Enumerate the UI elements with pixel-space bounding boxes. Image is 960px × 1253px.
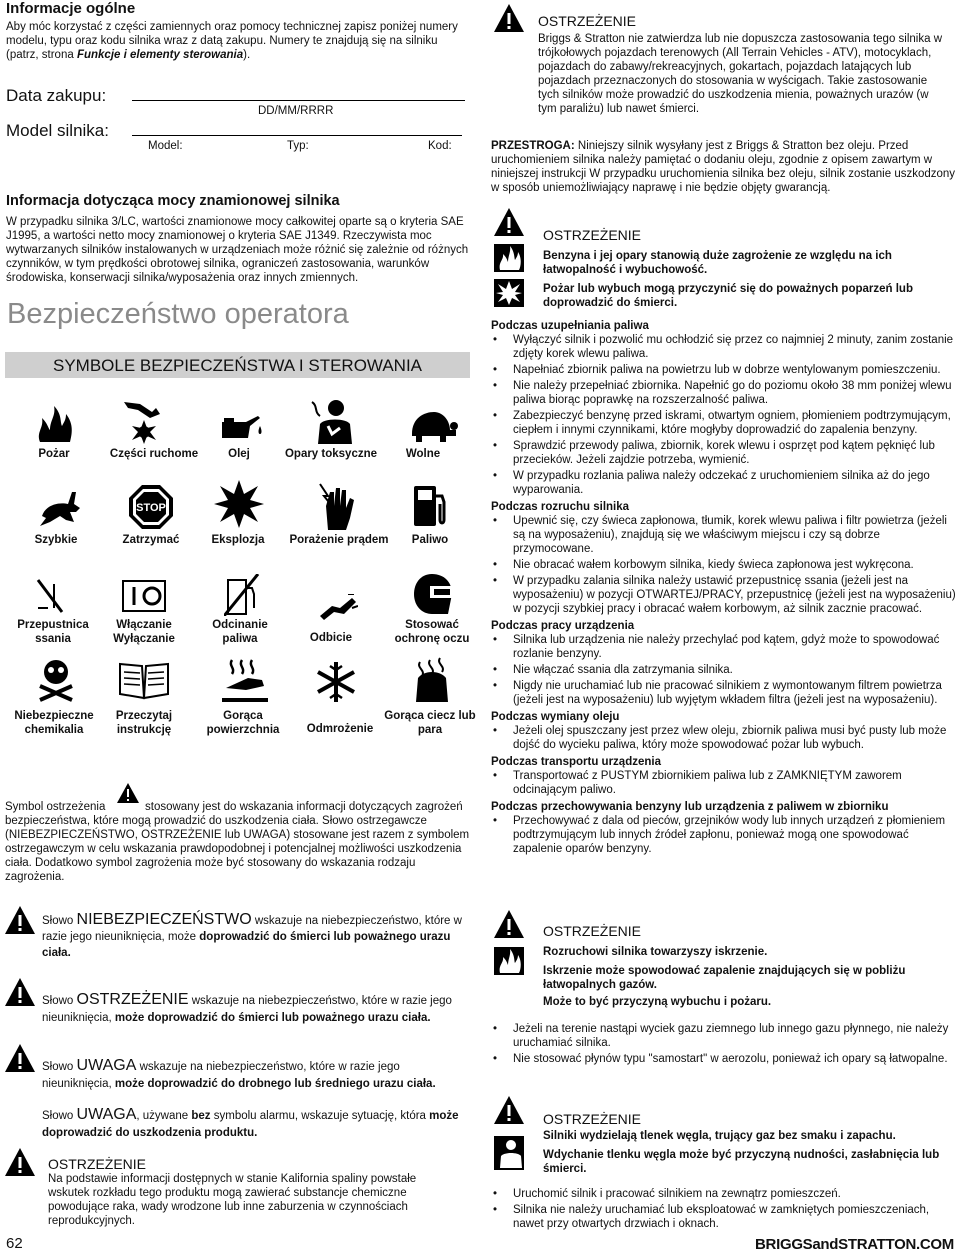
california-warning-icon (5, 1148, 35, 1176)
section-title: Podczas pracy urządzenia (491, 620, 635, 632)
list-item: • Wyłączyć silnik i pozwolić mu ochłodzić się przez co najmniej 2 minuty, zanim zostanie zdjęty korek wlewu paliwa. (513, 333, 956, 361)
co-warning-line1: Silniki wydzielają tlenek węgla, trujący gaz bez smaku i zapachu. (543, 1130, 896, 1142)
symbol-label: Olej (228, 448, 250, 460)
operating-list (491, 633, 956, 707)
warning-signal-text: Słowo OSTRZEŻENIE wskazuje na niebezpieczeństwo, które w razie jego nieuniknięcia, może doprowadzić do śmierci lub poważnego urazu ciała. (42, 991, 452, 1024)
list-item: • W przypadku zalania silnika należy ustawić przepustnicę ssania (jeżeli jest na wyposażeniu) w pozycji OTWARTEJ/PRACY, przepustnicę (jeżeli jest na wyposażeniu) w pozycji szybkiej pracy i obracać wałem korbowym, aż silnik zacznie pracować. (513, 574, 956, 616)
date-format-hint: DD/MM/RRRR (258, 105, 334, 117)
symbol-label: Gorąca powierzchnia (206, 710, 280, 736)
symbol-label: Paliwo (411, 534, 449, 546)
type-hint: Typ: (287, 140, 309, 152)
spark-warning-line3: Może to być przyczyną wybuchu i pożaru. (543, 996, 772, 1008)
symbol-label: Odbicie (309, 632, 353, 644)
power-rating-section (6, 193, 472, 285)
page-number: 62 (6, 1235, 23, 1252)
general-info-text: Aby móc korzystać z części zamiennych oraz pomocy technicznej zapisz poniżej numery modelu, typu oraz kodu silnika wraz z datą zakupu. Numery te znajdują się na silniku (patrz, strona Funkcje i elementy sterowania). (6, 21, 458, 61)
fast-rabbit-icon (36, 486, 84, 530)
section-title: Podczas wymiany oleju (491, 711, 620, 723)
symbol-label: Gorąca ciecz lub para (384, 710, 476, 736)
symbol-label: Opary toksyczne (284, 448, 378, 460)
explosion-hazard-icon (494, 279, 524, 307)
atv-warning (538, 13, 948, 116)
power-rating-text: W przypadku silnika 3/LC, wartości znamionowe mocy całkowitej oparte są o kryteria SAE J1995, a wartości netto mocy znamionowej o kryteria SAE J1349. Rzeczywista moc wytwarzanych silników instalowanych w urządzeniach może różnić się zależnie od różnych czynników, w tym prędkości obrotowej silnika, ograniczeń zastosowania, warunków środowiska, konserwacji silnika/wyposażenia oraz innych zmiennych. (6, 216, 469, 284)
symbol-label: Włączanie Wyłączanie (113, 619, 175, 645)
explosion-icon (214, 480, 264, 528)
symbol-note-pre: Symbol ostrzeżenia (5, 801, 106, 813)
warning-alert-icon (5, 978, 35, 1006)
symbol-label: Szybkie (34, 534, 78, 546)
stop-sign-icon (128, 484, 174, 530)
symbol-note-text: stosowany jest do wskazania informacji dotyczących zagrożeń bezpieczeństwa, które mogą prowadzić do uszkodzenia ciała. Słowo ostrzegawcze (NIEBEZPIECZEŃSTWO, OSTRZEŻENIE lub UWAGA) stosowane jest razem z symbolem ostrzegawczym w celu wskazania prawdopodobnej i potencjalnej możliwości uszkodzenia ciała. Dodatkowo symbol zagrożenia może być stosowany do wskazania rodzaju zagrożenia. (5, 801, 470, 883)
choke-icon (36, 578, 66, 614)
purchase-date-line[interactable] (132, 100, 465, 101)
power-rating-title: Informacja dotycząca mocy znamionowej silnika (6, 193, 340, 209)
california-warning-title: OSTRZEŻENIE (48, 1156, 147, 1172)
caution-signal-text: Słowo UWAGA wskazuje na niebezpieczeństwo, które w razie jego nieuniknięcia, może doprowadzić do drobnego lub średniego urazu ciała. (42, 1057, 436, 1090)
symbol-label: Wolne (405, 448, 441, 460)
eye-protection-icon (412, 572, 456, 616)
general-info-section (6, 0, 466, 62)
section-title: Podczas transportu urządzenia (491, 756, 661, 768)
california-warning (48, 1156, 458, 1228)
refueling-list (491, 333, 956, 497)
toxic-gas-icon (494, 1136, 524, 1170)
gasoline-warning-line2: Pożar lub wybuch mogą przyczynić się do poważnych poparzeń lub doprowadzić do śmierci. (543, 283, 913, 309)
list-item: • Nie obracać wałem korbowym silnika, kiedy świeca zapłonowa jest wykręcona. (513, 558, 956, 572)
symbol-label: Zatrzymać (122, 534, 180, 546)
atv-warning-title: OSTRZEŻENIE (538, 13, 637, 29)
hot-surface-icon (222, 658, 268, 704)
fire-hazard-icon (494, 244, 524, 272)
fire-icon (36, 404, 76, 444)
spark-list (491, 1022, 956, 1068)
danger-alert-icon (5, 906, 35, 934)
atv-warning-icon (494, 4, 524, 32)
list-item: • Sprawdzić przewody paliwa, zbiornik, korek wlewu i osprzęt pod kątem pęknięć lub przecieków. Jeżeli zajdzie potrzeba, wymienić. (513, 439, 956, 467)
general-info-title: Informacje ogólne (6, 0, 136, 17)
list-item: • W przypadku rozlania paliwa należy odczekać z uruchomieniem silnika aż do jego wyparowania. (513, 469, 956, 497)
engine-model-label: Model silnika: (6, 121, 109, 140)
on-off-switch-icon (122, 580, 166, 612)
spark-warning (543, 923, 953, 1009)
section-title: Podczas przechowywania benzyny lub urządzenia z paliwem w zbiorniku (491, 801, 889, 813)
list-item: • Napełniać zbiornik paliwa na powietrzu lub w dobrze wentylowanym pomieszczeniu. (513, 363, 956, 377)
operator-safety-title: Bezpieczeństwo operatora (7, 298, 349, 330)
spark-warning-line2: Iskrzenie może spowodować zapalenie znajdujących się w pobliżu łatwopalnych gazów. (543, 965, 906, 991)
spark-warning-icon (494, 910, 524, 938)
gasoline-warning (543, 227, 953, 310)
list-item: • Uruchomić silnik i pracować silnikiem na zewnątrz pomieszczeń. (513, 1187, 956, 1201)
california-warning-text: Na podstawie informacji dostępnych w stanie Kalifornia spaliny powstałe wskutek rozkładu tego produktu mogą zawierać substancje chemiczne powodujące raka, wady wrodzone lub inne zaburzenia w czynnościach reprodukcyjnych. (48, 1173, 417, 1227)
read-manual-icon (118, 660, 170, 700)
co-warning-icon (494, 1096, 524, 1124)
purchase-date-label: Data zakupu: (6, 86, 107, 105)
list-item: • Jeżeli olej spuszczany jest przez wlew oleju, zbiornik paliwa musi być pusty lub może dojść do wycieku paliwa, który może spowodować pożar lub wybuch. (513, 724, 956, 752)
co-warning-title: OSTRZEŻENIE (543, 1111, 642, 1127)
storage-list (491, 814, 956, 856)
symbol-label: Stosować ochronę oczu (394, 619, 470, 645)
fuel-safety-sections (491, 320, 956, 858)
engine-model-line[interactable] (132, 135, 462, 136)
symbol-label: Niebezpieczne chemikalia (14, 710, 94, 736)
gasoline-warning-line1: Benzyna i jej opary stanowią duże zagrożenie ze względu na ich łatwopalność i wybuchowość. (543, 250, 892, 276)
electric-shock-icon (318, 482, 358, 530)
co-warning-line2: Wdychanie tlenku węgla może być przyczyną nudności, zasłabnięcia lub śmierci. (543, 1149, 940, 1175)
spark-fire-icon (494, 947, 524, 975)
gasoline-warning-icon (494, 208, 524, 236)
gasoline-warning-title: OSTRZEŻENIE (543, 227, 642, 243)
atv-warning-text: Briggs & Stratton nie zatwierdza lub nie dopuszcza zastosowania tego silnika w trójkołowych pojazdach terenowych (All Terrain Vehicles - ATV), motocyklach, pojazdach do zabawy/rekreacyjnych, gokartach, pojazdach latających lub pojazdach przeznaczonych do stosowania w wyścigach. Takie zastosowanie tych silników może prowadzić do uszkodzenia mienia, poważnych urazów (w tym paraliżu) lub nawet śmierci. (538, 33, 942, 115)
list-item: • Przechowywać z dala od pieców, grzejników wody lub innych urządzeń z płomieniem podtrzymującym lub innych źródeł zapłonu, ponieważ mogą one spowodować zapalenie oparów benzyny. (513, 814, 956, 856)
symbol-label: Części ruchome (109, 448, 199, 460)
oil-icon (216, 412, 266, 442)
list-item: • Silnika nie należy uruchamiać lub eksploatować w zamkniętych pomieszczeniach, nawet przy otwartych drzwiach i oknach. (513, 1203, 956, 1231)
symbol-label: Pożar (38, 448, 70, 460)
symbol-label: Przeczytaj instrukcję (115, 710, 173, 736)
brand-website: BRIGGSandSTRATTON.COM (755, 1236, 954, 1253)
list-item: • Zabezpieczyć benzynę przed iskrami, otwartym ogniem, płomieniem podtrzymującym, ciepłem i innymi czynnikami, które mogłyby doprowadzić do zapalenia benzyny. (513, 409, 956, 437)
oil-caution: PRZESTROGA: Niniejszy silnik wysyłany jest z Briggs & Stratton bez oleju. Przed uruchomieniem silnika należy pamiętać o dodaniu oleju, zgodnie z opisem zawartym w niniejszej instrukcji W przypadku uruchomienia silnika bez oleju, silnik zostanie uszkodzony w sposób uniemożliwiający naprawę i nie będzie objęty gwarancją. (491, 140, 956, 194)
list-item: • Jeżeli na terenie nastąpi wyciek gazu ziemnego lub innego gazu płynnego, nie należy uruchamiać silnika. (513, 1022, 956, 1050)
list-item: • Nie stosować płynów typu "samostart" w aerozolu, ponieważ ich opary są łatwopalne. (513, 1052, 956, 1066)
hot-liquid-steam-icon (408, 656, 456, 704)
list-item: • Upewnić się, czy świeca zapłonowa, tłumik, korek wlewu paliwa i filtr powietrza (jeżeli są na wyposażeniu), znajdują się we właściwym miejscu i czy są dobrze przymocowane. (513, 514, 956, 556)
symbols-header: SYMBOLE BEZPIECZEŃSTWA I STEROWANIA (5, 352, 470, 378)
code-hint: Kod: (428, 140, 452, 152)
list-item: • Nigdy nie uruchamiać lub nie pracować silnikiem z wymontowanym filtrem powietrza (jeżeli jest na wyposażeniu) lub wyjętym wkładem filtra (jeżeli jest na wyposażeniu). (513, 679, 956, 707)
section-title: Podczas rozruchu silnika (491, 501, 630, 513)
co-list (491, 1187, 956, 1233)
oil-change-list (491, 724, 956, 752)
list-item: • Transportować z PUSTYM zbiornikiem paliwa lub z ZAMKNIĘTYM zaworem odcinającym paliwo. (513, 769, 956, 797)
symbol-label: Przepustnica ssania (17, 619, 89, 645)
kickback-icon (318, 594, 358, 620)
model-hint: Model: (148, 140, 183, 152)
stop-sign-text: STOP (136, 502, 166, 514)
frostbite-icon (316, 662, 356, 702)
fuel-pump-icon (410, 482, 450, 530)
slow-turtle-icon (406, 408, 458, 442)
symbol-label: Odmrożenie (306, 723, 374, 735)
moving-parts-icon (120, 398, 164, 446)
section-title: Podczas uzupełniania paliwa (491, 320, 649, 332)
spark-warning-line1: Rozruchowi silnika towarzyszy iskrzenie. (543, 946, 768, 958)
notice-signal-text: Słowo UWAGA, używane bez symbolu alarmu, wskazuje sytuację, która może doprowadzić do uszkodzenia produktu. (42, 1106, 459, 1139)
transport-list (491, 769, 956, 797)
hazardous-chemicals-icon (38, 658, 74, 702)
danger-signal-text: Słowo NIEBEZPIECZEŃSTWO wskazuje na niebezpieczeństwo, które w razie jego nieuniknięcia, może doprowadzić do śmierci lub poważnego urazu ciała. (42, 911, 462, 959)
toxic-fumes-icon (310, 398, 356, 446)
symbol-label: Odcinanie paliwa (212, 619, 268, 645)
symbol-label: Porażenie prądem (289, 534, 389, 546)
carbon-monoxide-warning (543, 1111, 958, 1176)
list-item: • Nie włączać ssania dla zatrzymania silnika. (513, 663, 956, 677)
spark-warning-title: OSTRZEŻENIE (543, 923, 642, 939)
symbol-label: Eksplozja (211, 534, 265, 546)
fuel-shutoff-icon (224, 574, 260, 616)
caution-alert-icon (5, 1044, 35, 1072)
list-item: • Silnika lub urządzenia nie należy przechylać pod kątem, gdyż może to spowodować rozlanie benzyny. (513, 633, 956, 661)
starting-list (491, 514, 956, 616)
list-item: • Nie należy przepełniać zbiornika. Napełnić go do poziomu około 38 mm poniżej wlewu paliwa biorąc poprawkę na rozszerzalność paliwa. (513, 379, 956, 407)
